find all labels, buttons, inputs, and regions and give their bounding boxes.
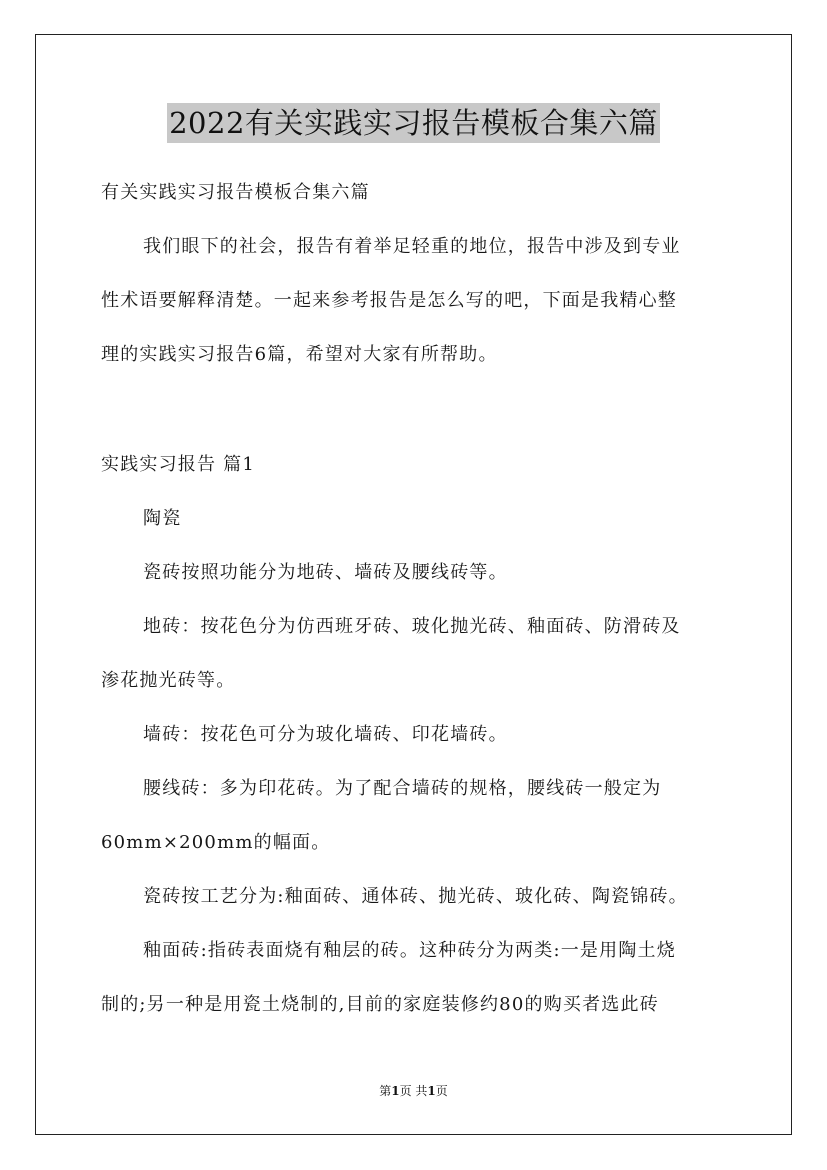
- section-heading: 实践实习报告 篇1: [101, 454, 255, 475]
- body-line: 瓷砖按工艺分为:釉面砖、通体砖、抛光砖、玻化砖、陶瓷锦砖。: [143, 886, 688, 907]
- body-line: 60mm×200mm的幅面。: [101, 832, 331, 853]
- body-line: 瓷砖按照功能分为地砖、墙砖及腰线砖等。: [143, 562, 508, 583]
- document-title: 2022有关实践实习报告模板合集六篇: [167, 103, 660, 143]
- footer-page-number: 1: [391, 1084, 400, 1098]
- body-line: 陶瓷: [143, 508, 182, 529]
- intro-line: 理的实践实习报告6篇，希望对大家有所帮助。: [101, 344, 498, 365]
- body-line: 地砖：按花色分为仿西班牙砖、玻化抛光砖、釉面砖、防滑砖及: [143, 616, 681, 637]
- intro-line: 我们眼下的社会，报告有着举足轻重的地位，报告中涉及到专业: [143, 236, 681, 257]
- body-line: 墙砖：按花色可分为玻化墙砖、印花墙砖。: [143, 724, 508, 745]
- body-line: 制的;另一种是用瓷土烧制的,目前的家庭装修约80的购买者选此砖: [101, 994, 659, 1015]
- document-subtitle: 有关实践实习报告模板合集六篇: [101, 182, 370, 203]
- footer-page-total: 1: [427, 1084, 436, 1098]
- body-line: 腰线砖：多为印花砖。为了配合墙砖的规格，腰线砖一般定为: [143, 778, 662, 799]
- page-footer: [0, 1083, 827, 1099]
- body-line: 釉面砖:指砖表面烧有釉层的砖。这种砖分为两类:一是用陶土烧: [143, 940, 676, 961]
- footer-page-suffix: 页: [435, 1084, 448, 1098]
- intro-line: 性术语要解释清楚。一起来参考报告是怎么写的吧，下面是我精心整: [101, 290, 677, 311]
- body-line: 渗花抛光砖等。: [101, 670, 236, 691]
- footer-page-prefix: 第: [379, 1084, 392, 1098]
- footer-page-mid: 页 共: [399, 1084, 428, 1098]
- title-wrap: [0, 103, 827, 143]
